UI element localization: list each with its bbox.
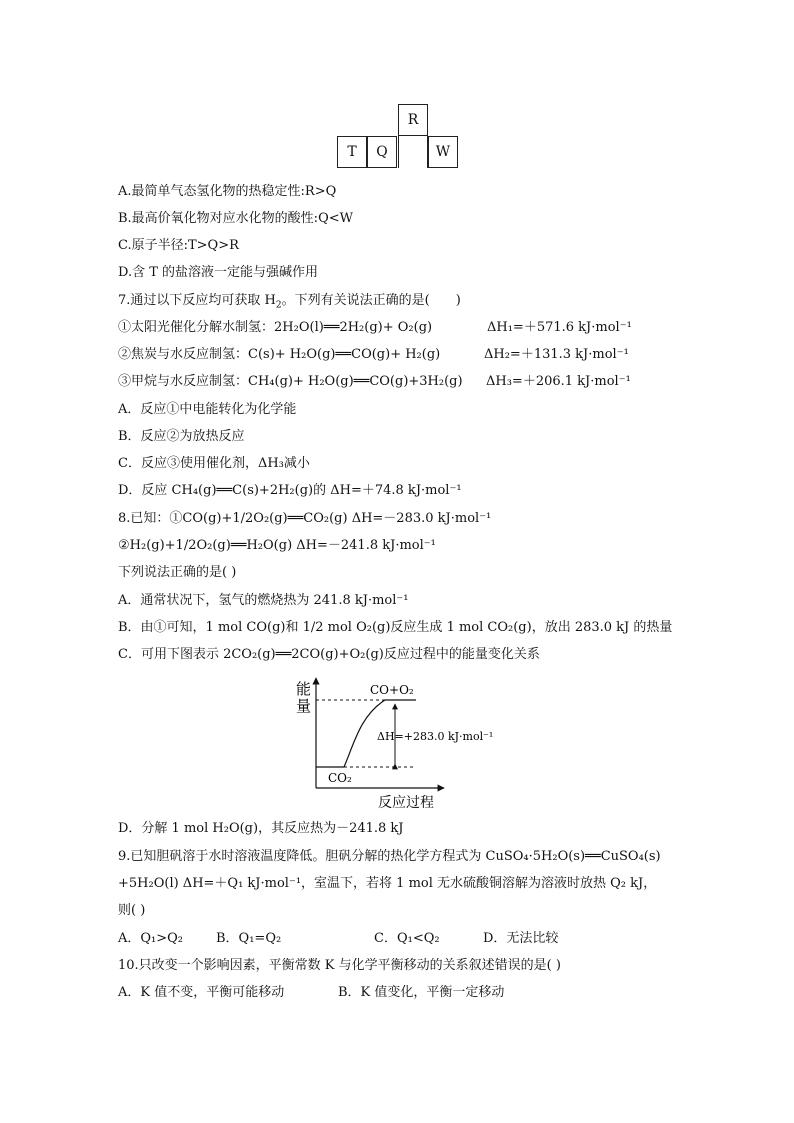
q10-option-b: B．K 值变化，平衡一定移动 <box>338 985 505 1000</box>
energy-diagram <box>290 674 510 814</box>
q7-r3-eq: CH₄(g)+ H₂O(g)══CO(g)+3H₂(g) <box>248 374 463 389</box>
q7-r2-dh: ΔH₂=＋131.3 kJ·mol⁻¹ <box>484 347 629 362</box>
q7-reaction-1 <box>118 319 432 337</box>
table-cell-empty <box>398 136 428 168</box>
q7-stem-a: 7.通过以下反应均可获取 H <box>118 293 276 308</box>
q10-stem: 10.只改变一个影响因素，平衡常数 K 与化学平衡移动的关系叙述错误的是( ) <box>118 958 561 973</box>
q8-option-a: A．通常状况下，氢气的燃烧热为 241.8 kJ·mol⁻¹ <box>118 593 409 608</box>
q9-line-3: 则( ) <box>118 903 146 918</box>
q9-line-2: +5H₂O(l) ΔH=＋Q₁ kJ·mol⁻¹，室温下，若将 1 mol 无水硫酸铜溶解为溶液时放热 Q₂ kJ， <box>118 876 657 891</box>
q6-option-c: C.原子半径:T>Q>R <box>118 238 239 253</box>
q8-option-b: B．由①可知，1 mol CO(g)和 1/2 mol O₂(g)反应生成 1 mol CO₂(g)，放出 283.0 kJ 的热量 <box>118 620 673 635</box>
bottom-label: CO₂ <box>328 771 352 785</box>
q8-given-1: 8.已知：①CO(g)+1/2O₂(g)══CO₂(g) ΔH=－283.0 kJ·mol⁻¹ <box>118 511 492 526</box>
q8-stem: 下列说法正确的是( ) <box>118 565 237 580</box>
q7-r2-label: ②焦炭与水反应制氢： <box>118 347 249 362</box>
q10-option-a: A．K 值不变，平衡可能移动 <box>118 985 285 1000</box>
table-cell-w: W <box>428 136 458 168</box>
q9-line-1: 9.已知胆矾溶于水时溶液温度降低。胆矾分解的热化学方程式为 CuSO₄·5H₂O(s)══CuSO₄(s) <box>118 849 661 864</box>
q7-r1-dh: ΔH₁=＋571.6 kJ·mol⁻¹ <box>487 320 632 335</box>
q6-option-b: B.最高价氧化物对应水化物的酸性:Q<W <box>118 211 353 226</box>
dh-label: ΔH=+283.0 kJ·mol⁻¹ <box>377 730 494 743</box>
ylabel-1: 能 <box>296 680 312 698</box>
q7-reaction-2 <box>118 346 440 364</box>
q7-r3-dh: ΔH₃=＋206.1 kJ·mol⁻¹ <box>486 374 631 389</box>
q9-option-b: B．Q₁=Q₂ <box>216 931 282 946</box>
q7-r1-label: ①太阳光催化分解水制氢： <box>118 320 275 335</box>
q7-r2-eq: C(s)+ H₂O(g)══CO(g)+ H₂(g) <box>248 347 441 362</box>
ylabel-2: 量 <box>296 697 312 715</box>
q8-option-c: C．可用下图表示 2CO₂(g)══2CO(g)+O₂(g)反应过程中的能量变化关系 <box>118 647 540 662</box>
q7-option-a: A．反应①中电能转化为化学能 <box>118 402 297 417</box>
q9-option-a: A．Q₁>Q₂ <box>118 931 184 946</box>
q6-option-a: A.最简单气态氢化物的热稳定性:R>Q <box>118 184 337 199</box>
q7-option-b: B．反应②为放热反应 <box>118 429 245 444</box>
q7-stem-b: 。下列有关说法正确的是( <box>281 293 430 308</box>
table-cell-r: R <box>398 104 428 136</box>
top-label: CO+O₂ <box>370 683 414 697</box>
q7-option-c: C．反应③使用催化剂，ΔH₃减小 <box>118 456 310 471</box>
table-cell-t: T <box>337 136 367 168</box>
table-cell-q: Q <box>367 136 397 168</box>
q7-stem-c: ) <box>455 293 461 308</box>
q7-reaction-3 <box>118 373 463 391</box>
q9-option-d: D．无法比较 <box>483 931 559 946</box>
q7-option-d: D．反应 CH₄(g)══C(s)+2H₂(g)的 ΔH=＋74.8 kJ·mol⁻¹ <box>118 483 462 498</box>
q9-option-c: C．Q₁<Q₂ <box>374 931 440 946</box>
q8-option-d: D．分解 1 mol H₂O(g)，其反应热为－241.8 kJ <box>118 821 404 836</box>
q6-option-d: D.含 T 的盐溶液一定能与强碱作用 <box>118 265 319 280</box>
q7-r1-eq: 2H₂O(l)══2H₂(g)+ O₂(g) <box>274 320 433 335</box>
q7-r3-label: ③甲烷与水反应制氢： <box>118 374 249 389</box>
xlabel: 反应过程 <box>378 795 434 811</box>
q7-stem: 7.通过以下反应均可获取 $H_2$。下列有关说法正确的是( ) <box>118 293 461 311</box>
q8-given-2: ②H₂(g)+1/2O₂(g)══H₂O(g) ΔH=－241.8 kJ·mol⁻¹ <box>118 538 436 553</box>
